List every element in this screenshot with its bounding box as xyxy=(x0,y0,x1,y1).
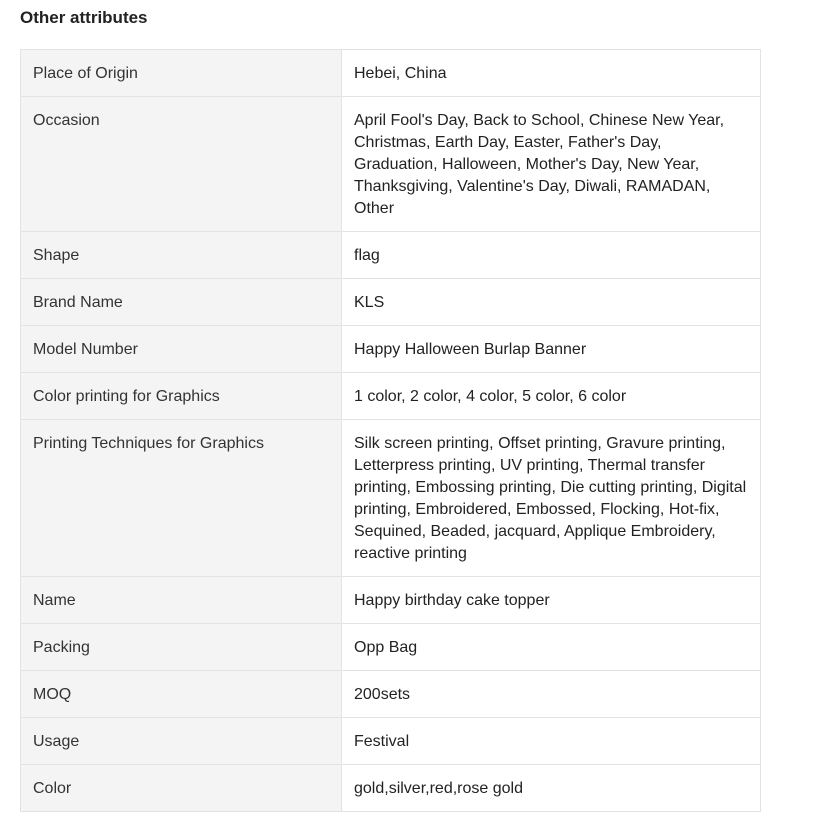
attribute-value: Festival xyxy=(342,718,761,765)
table-row xyxy=(21,718,761,765)
attribute-key: Brand Name xyxy=(21,279,342,326)
attribute-key: Shape xyxy=(21,232,342,279)
attribute-value: Opp Bag xyxy=(342,624,761,671)
attribute-value: Happy birthday cake topper xyxy=(342,577,761,624)
attribute-key: Printing Techniques for Graphics xyxy=(21,420,342,577)
table-row xyxy=(21,50,761,97)
attribute-value: KLS xyxy=(342,279,761,326)
table-row xyxy=(21,577,761,624)
table-row xyxy=(21,671,761,718)
attribute-value: flag xyxy=(342,232,761,279)
table-row xyxy=(21,326,761,373)
attribute-value: 200sets xyxy=(342,671,761,718)
attribute-value: 1 color, 2 color, 4 color, 5 color, 6 color xyxy=(342,373,761,420)
attribute-value: Hebei, China xyxy=(342,50,761,97)
attribute-key: MOQ xyxy=(21,671,342,718)
attribute-key: Color xyxy=(21,765,342,812)
attribute-key: Name xyxy=(21,577,342,624)
attribute-key: Color printing for Graphics xyxy=(21,373,342,420)
attribute-key: Occasion xyxy=(21,97,342,232)
table-row xyxy=(21,765,761,812)
attribute-value: April Fool's Day, Back to School, Chinese New Year, Christmas, Earth Day, Easter, Father's Day, Graduation, Halloween, Mother's Day, New Year, Thanksgiving, Valentine's Day, Diwali, RAMADAN, Other xyxy=(342,97,761,232)
table-row xyxy=(21,232,761,279)
attribute-key: Usage xyxy=(21,718,342,765)
section-title: Other attributes xyxy=(20,8,148,27)
attribute-value: Silk screen printing, Offset printing, Gravure printing, Letterpress printing, UV printing, Thermal transfer printing, Embossing printing, Die cutting printing, Digital printing, Embroidered, Embossed, Flocking, Hot-fix, Sequined, Beaded, jacquard, Applique Embroidery, reactive printing xyxy=(342,420,761,577)
attributes-table xyxy=(20,49,761,812)
table-row xyxy=(21,97,761,232)
table-row xyxy=(21,624,761,671)
attribute-value: Happy Halloween Burlap Banner xyxy=(342,326,761,373)
attribute-key: Model Number xyxy=(21,326,342,373)
table-row xyxy=(21,420,761,577)
attribute-key: Packing xyxy=(21,624,342,671)
table-row xyxy=(21,279,761,326)
attributes-table-body xyxy=(21,50,761,812)
attribute-value: gold,silver,red,rose gold xyxy=(342,765,761,812)
attribute-key: Place of Origin xyxy=(21,50,342,97)
table-row xyxy=(21,373,761,420)
